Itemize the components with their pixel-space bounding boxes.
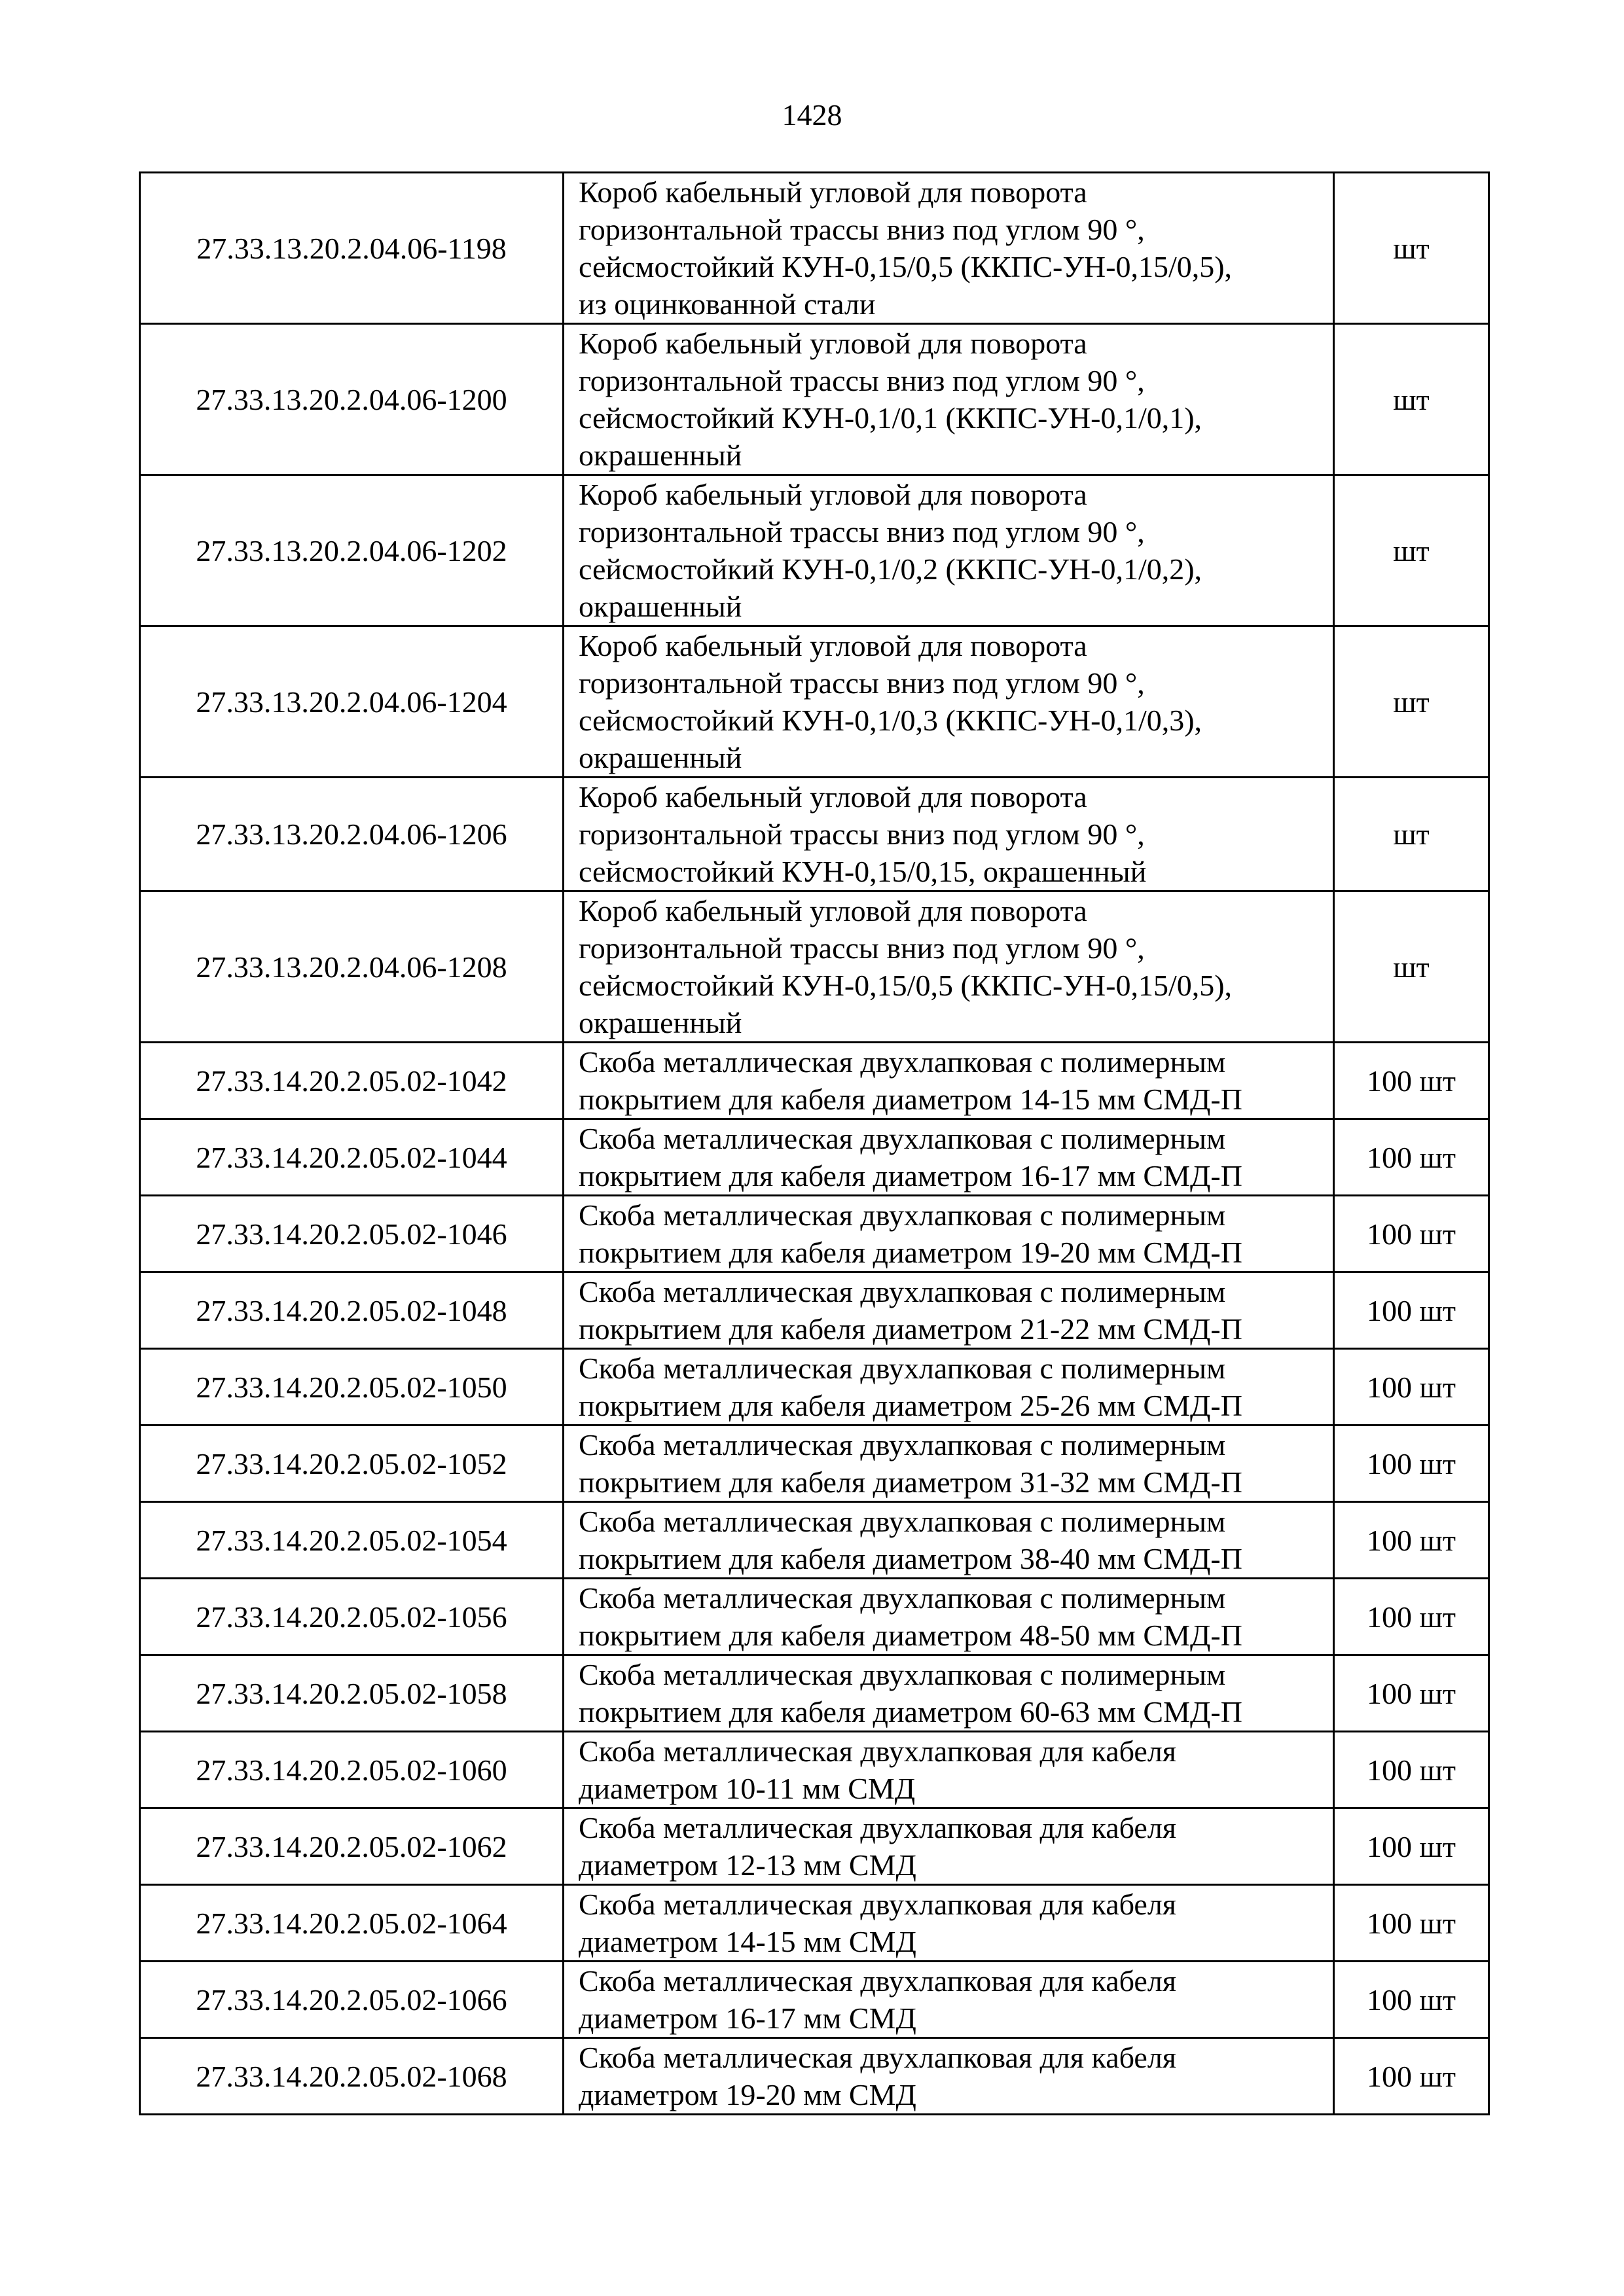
resource-unit: 100 шт [1334, 1119, 1489, 1196]
table-row [140, 1732, 1489, 1808]
resource-unit: 100 шт [1334, 1502, 1489, 1579]
description-line: Короб кабельный угловой для поворота [579, 629, 1087, 662]
description-line: сейсмостойкий КУН-0,1/0,2 (ККПС-УН-0,1/0,2), [579, 552, 1202, 586]
description-line: Скоба металлическая двухлапковая с полимерным [579, 1581, 1226, 1615]
resource-code: 27.33.14.20.2.05.02-1048 [140, 1272, 564, 1349]
table-row [140, 1196, 1489, 1272]
table-row [140, 1272, 1489, 1349]
description-line: Скоба металлическая двухлапковая с полимерным [579, 1658, 1226, 1691]
resource-code: 27.33.14.20.2.05.02-1068 [140, 2038, 564, 2115]
resource-code: 27.33.14.20.2.05.02-1050 [140, 1349, 564, 1426]
resource-description [564, 626, 1334, 778]
description-line: Скоба металлическая двухлапковая с полимерным [579, 1428, 1226, 1462]
description-line: сейсмостойкий КУН-0,1/0,3 (ККПС-УН-0,1/0,3), [579, 704, 1202, 737]
resource-description [564, 1885, 1334, 1962]
resource-code: 27.33.13.20.2.04.06-1206 [140, 778, 564, 891]
resource-description [564, 324, 1334, 475]
description-line: окрашенный [579, 590, 742, 623]
resource-code: 27.33.14.20.2.05.02-1054 [140, 1502, 564, 1579]
description-line: Скоба металлическая двухлапковая для кабеля [579, 1964, 1176, 1998]
resource-table-body [140, 173, 1489, 2115]
description-line: Скоба металлическая двухлапковая с полимерным [579, 1198, 1226, 1232]
resource-unit: 100 шт [1334, 2038, 1489, 2115]
resource-code: 27.33.14.20.2.05.02-1056 [140, 1579, 564, 1655]
description-line: Короб кабельный угловой для поворота [579, 780, 1087, 814]
resource-code: 27.33.14.20.2.05.02-1046 [140, 1196, 564, 1272]
resource-description [564, 1808, 1334, 1885]
description-line: диаметром 12-13 мм СМД [579, 1848, 916, 1882]
resource-code: 27.33.14.20.2.05.02-1052 [140, 1426, 564, 1502]
description-line: диаметром 14-15 мм СМД [579, 1925, 916, 1958]
table-row [140, 626, 1489, 778]
description-line: покрытием для кабеля диаметром 31-32 мм СМД-П [579, 1465, 1242, 1499]
description-line: сейсмостойкий КУН-0,1/0,1 (ККПС-УН-0,1/0,1), [579, 401, 1202, 435]
description-line: Скоба металлическая двухлапковая с полимерным [579, 1352, 1226, 1385]
table-row [140, 1885, 1489, 1962]
resource-description [564, 1502, 1334, 1579]
resource-code: 27.33.13.20.2.04.06-1202 [140, 475, 564, 626]
resource-unit: шт [1334, 626, 1489, 778]
table-row [140, 324, 1489, 475]
description-line: горизонтальной трассы вниз под углом 90 °, [579, 213, 1145, 246]
description-line: сейсмостойкий КУН-0,15/0,5 (ККПС-УН-0,15/0,5), [579, 969, 1233, 1002]
resource-description [564, 1655, 1334, 1732]
resource-unit: 100 шт [1334, 1196, 1489, 1272]
description-line: окрашенный [579, 1006, 742, 1039]
resource-unit: шт [1334, 475, 1489, 626]
resource-unit: 100 шт [1334, 1655, 1489, 1732]
description-line: Скоба металлическая двухлапковая с полимерным [579, 1275, 1226, 1308]
description-line: Скоба металлическая двухлапковая с полимерным [579, 1505, 1226, 1538]
description-line: покрытием для кабеля диаметром 16-17 мм СМД-П [579, 1159, 1242, 1193]
resource-description [564, 778, 1334, 891]
resource-unit: 100 шт [1334, 1808, 1489, 1885]
description-line: диаметром 10-11 мм СМД [579, 1772, 916, 1805]
description-line: горизонтальной трассы вниз под углом 90 °, [579, 666, 1145, 700]
resource-unit: 100 шт [1334, 1885, 1489, 1962]
resource-description [564, 1272, 1334, 1349]
resource-unit: шт [1334, 173, 1489, 324]
description-line: Короб кабельный угловой для поворота [579, 175, 1087, 209]
resource-unit: шт [1334, 891, 1489, 1043]
resource-unit: 100 шт [1334, 1962, 1489, 2038]
table-row [140, 1043, 1489, 1119]
description-line: покрытием для кабеля диаметром 21-22 мм СМД-П [579, 1312, 1242, 1346]
resource-description [564, 891, 1334, 1043]
description-line: горизонтальной трассы вниз под углом 90 °, [579, 931, 1145, 965]
resource-description [564, 1196, 1334, 1272]
resource-description [564, 1119, 1334, 1196]
table-row [140, 778, 1489, 891]
resource-description [564, 1349, 1334, 1426]
table-row [140, 1962, 1489, 2038]
resource-description [564, 1043, 1334, 1119]
description-line: горизонтальной трассы вниз под углом 90 °, [579, 515, 1145, 548]
resource-description [564, 475, 1334, 626]
resource-unit: 100 шт [1334, 1426, 1489, 1502]
table-row [140, 1808, 1489, 1885]
resource-unit: шт [1334, 324, 1489, 475]
resource-description [564, 1732, 1334, 1808]
description-line: сейсмостойкий КУН-0,15/0,15, окрашенный [579, 855, 1147, 888]
resource-table [139, 171, 1490, 2115]
description-line: горизонтальной трассы вниз под углом 90 °, [579, 817, 1145, 851]
description-line: Скоба металлическая двухлапковая для кабеля [579, 1811, 1176, 1844]
description-line: горизонтальной трассы вниз под углом 90 °, [579, 364, 1145, 397]
resource-unit: 100 шт [1334, 1043, 1489, 1119]
resource-code: 27.33.14.20.2.05.02-1058 [140, 1655, 564, 1732]
table-row [140, 1119, 1489, 1196]
table-row [140, 1502, 1489, 1579]
resource-unit: 100 шт [1334, 1272, 1489, 1349]
resource-unit: 100 шт [1334, 1349, 1489, 1426]
resource-code: 27.33.13.20.2.04.06-1208 [140, 891, 564, 1043]
table-row [140, 1349, 1489, 1426]
description-line: покрытием для кабеля диаметром 19-20 мм СМД-П [579, 1236, 1242, 1269]
resource-code: 27.33.13.20.2.04.06-1200 [140, 324, 564, 475]
description-line: Скоба металлическая двухлапковая для кабеля [579, 1734, 1176, 1768]
resource-unit: шт [1334, 778, 1489, 891]
description-line: окрашенный [579, 439, 742, 472]
resource-description [564, 173, 1334, 324]
table-row [140, 891, 1489, 1043]
resource-description [564, 1579, 1334, 1655]
resource-code: 27.33.14.20.2.05.02-1066 [140, 1962, 564, 2038]
description-line: покрытием для кабеля диаметром 14-15 мм СМД-П [579, 1083, 1242, 1116]
resource-code: 27.33.14.20.2.05.02-1062 [140, 1808, 564, 1885]
resource-code: 27.33.14.20.2.05.02-1064 [140, 1885, 564, 1962]
table-row [140, 173, 1489, 324]
description-line: окрашенный [579, 741, 742, 774]
description-line: диаметром 19-20 мм СМД [579, 2078, 916, 2111]
table-row [140, 475, 1489, 626]
description-line: Скоба металлическая двухлапковая с полимерным [579, 1045, 1226, 1079]
description-line: покрытием для кабеля диаметром 25-26 мм СМД-П [579, 1389, 1242, 1422]
description-line: покрытием для кабеля диаметром 60-63 мм СМД-П [579, 1695, 1242, 1729]
description-line: покрытием для кабеля диаметром 48-50 мм СМД-П [579, 1619, 1242, 1652]
description-line: Скоба металлическая двухлапковая с полимерным [579, 1122, 1226, 1155]
description-line: сейсмостойкий КУН-0,15/0,5 (ККПС-УН-0,15/0,5), [579, 250, 1233, 283]
table-row [140, 1426, 1489, 1502]
resource-unit: 100 шт [1334, 1579, 1489, 1655]
resource-code: 27.33.14.20.2.05.02-1042 [140, 1043, 564, 1119]
resource-code: 27.33.13.20.2.04.06-1204 [140, 626, 564, 778]
resource-code: 27.33.14.20.2.05.02-1044 [140, 1119, 564, 1196]
resource-description [564, 1962, 1334, 2038]
description-line: Скоба металлическая двухлапковая для кабеля [579, 1888, 1176, 1921]
resource-description [564, 2038, 1334, 2115]
description-line: диаметром 16-17 мм СМД [579, 2001, 916, 2035]
table-row [140, 1579, 1489, 1655]
table-row [140, 2038, 1489, 2115]
resource-code: 27.33.14.20.2.05.02-1060 [140, 1732, 564, 1808]
resource-unit: 100 шт [1334, 1732, 1489, 1808]
description-line: Короб кабельный угловой для поворота [579, 478, 1087, 511]
description-line: из оцинкованной стали [579, 287, 876, 321]
description-line: Короб кабельный угловой для поворота [579, 327, 1087, 360]
resource-description [564, 1426, 1334, 1502]
description-line: покрытием для кабеля диаметром 38-40 мм СМД-П [579, 1542, 1242, 1575]
table-row [140, 1655, 1489, 1732]
description-line: Скоба металлическая двухлапковая для кабеля [579, 2041, 1176, 2074]
page-number: 1428 [782, 98, 842, 132]
resource-code: 27.33.13.20.2.04.06-1198 [140, 173, 564, 324]
description-line: Короб кабельный угловой для поворота [579, 894, 1087, 927]
